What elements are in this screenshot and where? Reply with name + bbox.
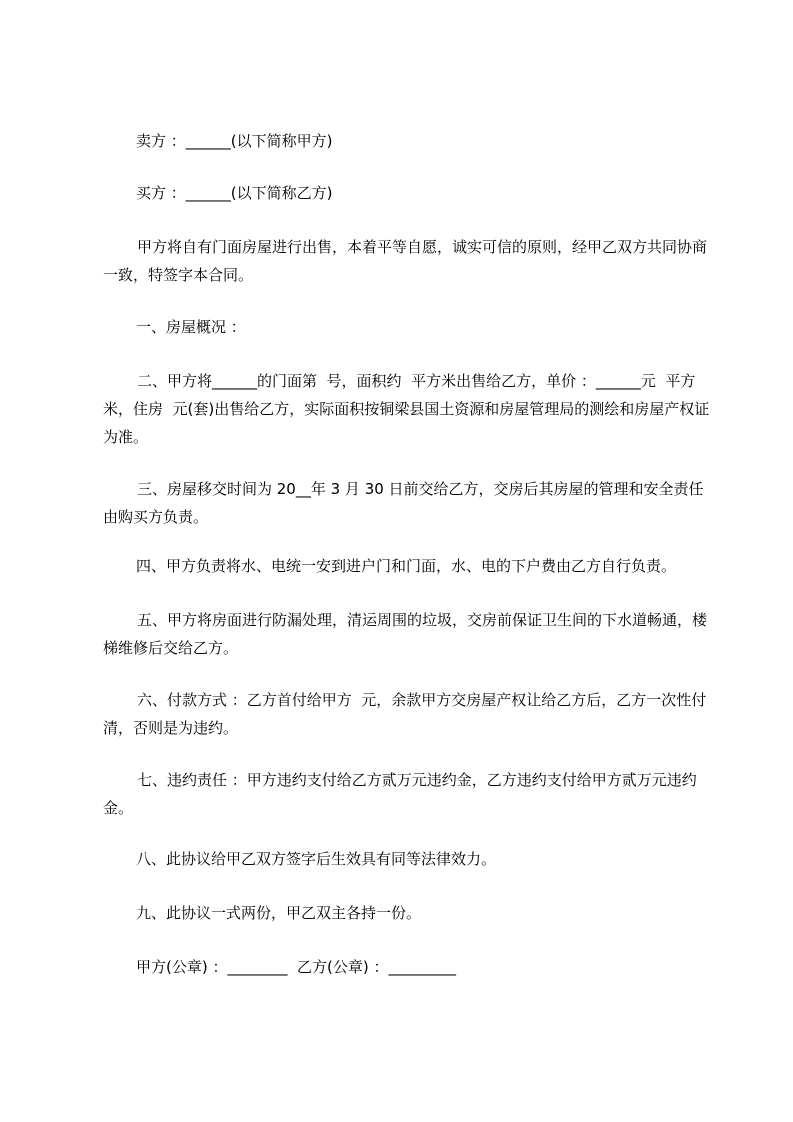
clause-2: 二、甲方将______的门面第 号，面积约 平方米出售给乙方，单价 ：______元 平方米，住房 元(套)出售给乙方，实际面积按铜梁县国土资源和房屋管理局的测绘和房屋产权证为准。 [103, 372, 710, 446]
buyer-line: 买方 ：______(以下简称乙方) [136, 184, 333, 202]
intro-paragraph: 甲方将自有门面房屋进行出售，本着平等自愿，诚实可信的原则，经甲乙双方共同协商一致，特签字本合同。 [103, 238, 708, 284]
seller-line: 卖方 ：______(以下简称甲方) [136, 132, 333, 150]
clause-8: 八、此协议给甲乙双方签字后生效具有同等法律效力。 [136, 850, 497, 868]
signature-line: 甲方(公章) ：________ 乙方(公章) ：_________ [136, 958, 456, 976]
clause-5: 五、甲方将房面进行防漏处理，清运周围的垃圾，交房前保证卫生间的下水道畅通，楼梯维修后交给乙方。 [103, 611, 708, 657]
clause-1: 一、房屋概况 ： [136, 318, 246, 336]
clause-3: 三、房屋移交时间为 20__年 3 月 30 日前交给乙方，交房后其房屋的管理和安全责任由购买方负责。 [103, 480, 704, 526]
clause-4: 四、甲方负责将水、电统一安到进户门和门面，水、电的下户费由乙方自行负责。 [136, 557, 677, 575]
clause-7: 七、违约责任 ：甲方违约支付给乙方贰万元违约金，乙方违约支付给甲方贰万元违约金。 [103, 771, 697, 817]
clause-9: 九、此协议一式两份，甲乙双主各持一份。 [136, 904, 422, 922]
clause-6: 六、付款方式 ：乙方首付给甲方 元，余款甲方交房屋产权让给乙方后，乙方一次性付清，否则是为违约。 [103, 691, 707, 737]
